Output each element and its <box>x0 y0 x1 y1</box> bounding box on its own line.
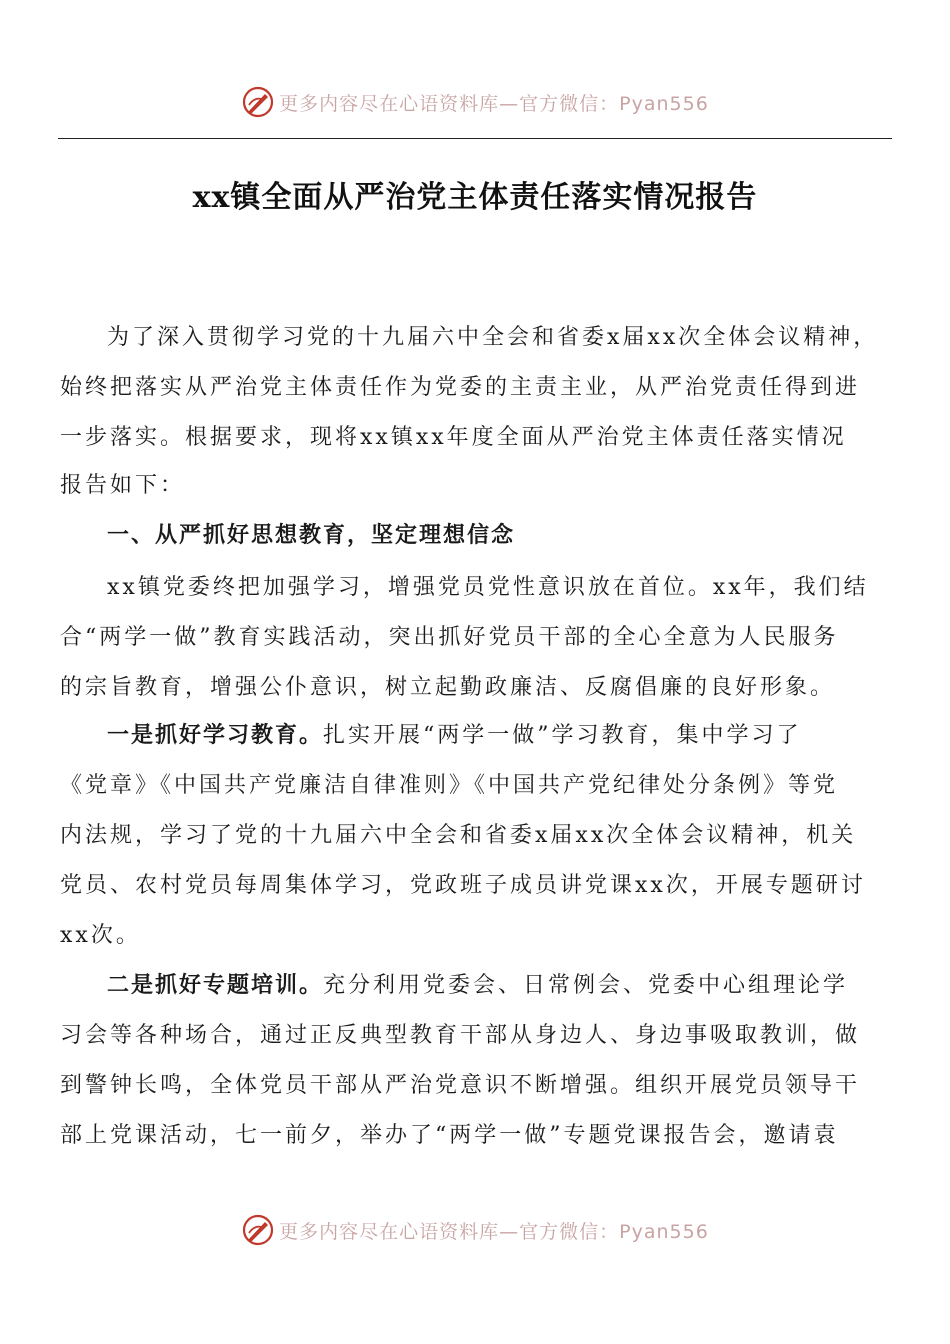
item-1-first-line <box>107 718 802 749</box>
header-divider <box>58 138 892 139</box>
item-1-lead: 一是抓好学习教育。 <box>107 723 324 748</box>
item-1-line-4: 党员、农村党员每周集体学习，党政班子成员讲党课xx次，开展专题研讨 <box>60 873 866 898</box>
item-2-line-3: 到警钟长鸣，全体党员干部从严治党意识不断增强。组织开展党员领导干 <box>60 1073 861 1098</box>
item-1-line-5: xx次。 <box>60 923 141 948</box>
intro-line-3: 一步落实。根据要求，现将xx镇xx年度全面从严治党主体责任落实情况 <box>60 425 847 450</box>
item-2-line-1: 充分利用党委会、日常例会、党委中心组理论学 <box>323 973 849 998</box>
item-1-line-3: 内法规，学习了党的十九届六中全会和省委x届xx次全体会议精神，机关 <box>60 823 857 848</box>
item-1-line-1: 扎实开展“两学一做”学习教育，集中学习了 <box>323 723 802 748</box>
section-1-line-3: 的宗旨教育，增强公仆意识，树立起勤政廉洁、反腐倡廉的良好形象。 <box>60 675 836 700</box>
footer-banner <box>0 1210 950 1250</box>
section-1-line-1: xx镇党委终把加强学习，增强党员党性意识放在首位。xx年，我们结 <box>107 575 869 600</box>
item-2-line-2: 习会等各种场合，通过正反典型教育干部从身边人、身边事吸取教训，做 <box>60 1023 861 1048</box>
intro-line-1: 为了深入贯彻学习党的十九届六中全会和省委x届xx次全体会议精神， <box>107 325 879 350</box>
banner-text: 更多内容尽在心语资料库—官方微信：Pyan556 <box>279 92 709 115</box>
header-banner <box>0 82 950 122</box>
intro-line-4: 报告如下： <box>60 473 186 498</box>
intro-line-2: 始终把落实从严治党主体责任作为党委的主责主业，从严治党责任得到进 <box>60 375 861 400</box>
page-title: xx镇全面从严治党主体责任落实情况报告 <box>192 180 758 215</box>
section-1-line-2: 合“两学一做”教育实践活动，突出抓好党员干部的全心全意为人民服务 <box>60 625 839 650</box>
item-1-line-2: 《党章》《中国共产党廉洁自律准则》《中国共产党纪律处分条例》等党 <box>60 773 839 798</box>
section-1-heading: 一、从严抓好思想教育，坚定理想信念 <box>107 523 516 548</box>
item-2-lead: 二是抓好专题培训。 <box>107 973 324 998</box>
pen-circle-logo-icon <box>241 85 275 119</box>
footer-banner-text: 更多内容尽在心语资料库—官方微信：Pyan556 <box>279 1220 709 1243</box>
pen-circle-logo-icon <box>241 1213 275 1247</box>
item-2-first-line <box>107 968 848 999</box>
item-2-line-4: 部上党课活动，七一前夕，举办了“两学一做”专题党课报告会，邀请袁 <box>60 1123 839 1148</box>
